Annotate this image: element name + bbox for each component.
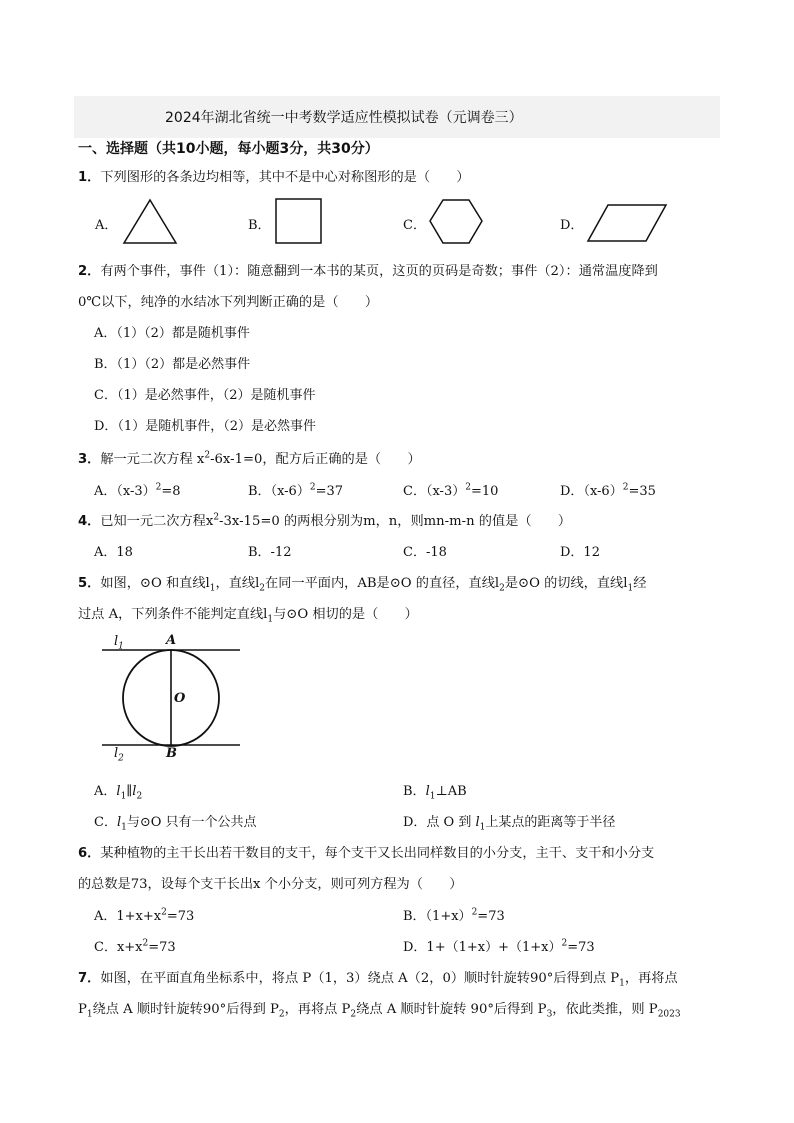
question-4 [78, 510, 571, 529]
question-number: 6． [78, 846, 101, 861]
question-text: 某种植物的主干长出若干数目的支干，每个支干又长出同样数目的小分支，主干、支干和小分支 [100, 846, 655, 861]
question-text: 下列图形的各条边均相等，其中不是中心对称图形的是（ ） [100, 170, 470, 185]
figure-label-b: B [166, 746, 177, 761]
q4-option-c: C．-18 [403, 545, 447, 560]
q4-option-a: A．18 [94, 545, 133, 560]
question-number: 7． [78, 971, 101, 986]
question-text: 已知一元二次方程x [100, 514, 214, 529]
q5-option-c: C．$l_1$与⊙O 只有一个公共点 [94, 815, 257, 833]
page-title: 2024年湖北省统一中考数学适应性模拟试卷（元调卷三） [165, 110, 523, 126]
q2-option-b: B．（1）（2）都是必然事件 [94, 357, 251, 372]
q1-option-b-label: B． [248, 218, 271, 233]
section-heading: 一、选择题（共10小题，每小题3分，共30分） [78, 141, 379, 157]
question-7-line-1: 7．如图，在平面直角坐标系中，将点 P（1，3）绕点 A（2，0）顺时针旋转90°后得到点 $P_1$，再将点 [78, 971, 678, 989]
question-1 [78, 166, 470, 185]
figure-label-l1: $l_1$ [114, 634, 124, 652]
figure-label-a: A [166, 633, 177, 648]
question-7-line-2: $P_1$绕点 A 顺时针旋转90°后得到 $P_2$，再将点 $P_2$绕点 A 顺时针旋转 90°后得到 $P_3$，依此类推，则 $P_{2023}$ [78, 1002, 681, 1020]
q6-option-c: C．$x+x^2=73$ [94, 938, 176, 955]
exponent: 2 [204, 450, 211, 461]
question-number: 2． [78, 264, 101, 279]
q4-option-d: D．12 [560, 545, 600, 560]
exponent: 2 [213, 512, 220, 523]
question-text: -6x-1=0，配方后正确的是（ ） [210, 452, 421, 467]
question-6-line-2: 的总数是73，设每个支干长出x 个小分支，则可列方程为（ ） [78, 877, 463, 892]
q3-option-a: A．$(x-3)^2=8$ [94, 482, 181, 499]
q6-option-b: B．$(1+x)^2=73$ [403, 907, 505, 924]
q3-option-b: B．$(x-6)^2=37$ [248, 482, 344, 499]
question-3 [78, 448, 421, 467]
q5-option-d: D．点 O 到 $l_1$上某点的距离等于半径 [403, 815, 616, 833]
square-figure [274, 197, 324, 245]
question-number: 3． [78, 452, 101, 467]
question-number: 1． [78, 170, 101, 185]
figure-label-o: O [174, 691, 186, 706]
q2-option-c: C．（1）是必然事件，（2）是随机事件 [94, 388, 316, 403]
triangle-figure [122, 198, 178, 246]
question-text: 解一元二次方程 x [100, 452, 205, 467]
q6-option-a: A．$1+x+x^2=73$ [94, 907, 195, 924]
rhombus-figure [586, 203, 668, 243]
q2-option-a: A．（1）（2）都是随机事件 [94, 326, 250, 341]
q2-option-d: D．（1）是随机事件，（2）是必然事件 [94, 419, 316, 434]
q1-option-c-label: C． [403, 218, 426, 233]
question-number: 5． [78, 576, 101, 591]
q6-option-d: D．$1+(1+x)+(1+x)^2=73$ [403, 938, 595, 955]
question-number: 4． [78, 514, 101, 529]
question-text: -3x-15=0 的两根分别为m，n，则mn-m-n 的值是（ ） [219, 514, 572, 529]
question-text: 有两个事件，事件（1）：随意翻到一本书的某页，这页的页码是奇数；事件（2）：通常温度降到 [100, 264, 658, 279]
q1-option-d-label: D． [560, 218, 584, 233]
question-6-line-1 [78, 842, 654, 861]
question-2-line-1 [78, 260, 658, 279]
question-5-line-2: 过点 A，下列条件不能判定直线$l_1$与⊙O 相切的是（ ） [78, 607, 418, 625]
figure-label-l2: $l_2$ [114, 746, 124, 764]
hexagon-figure [428, 198, 484, 246]
q5-option-a: A．$l_1\parallel l_2$ [94, 784, 143, 802]
q3-option-d: D．$(x-6)^2=35$ [560, 482, 656, 499]
question-5-line-1: 5．如图，⊙O 和直线$l_1$，直线$l_2$在同一平面内，AB是⊙O 的直径，直线$l_2$是⊙O 的切线，直线$l_1$经 [78, 576, 647, 594]
question-2-line-2: 0℃以下，纯净的水结冰下列判断正确的是（ ） [78, 295, 379, 310]
tangent-circle-figure [96, 632, 246, 764]
q5-option-b: B．$l_1\perp AB$ [403, 784, 467, 802]
q3-option-c: C．$(x-3)^2=10$ [403, 482, 499, 499]
q4-option-b: B．-12 [248, 545, 292, 560]
q1-option-a-label: A． [95, 218, 118, 233]
